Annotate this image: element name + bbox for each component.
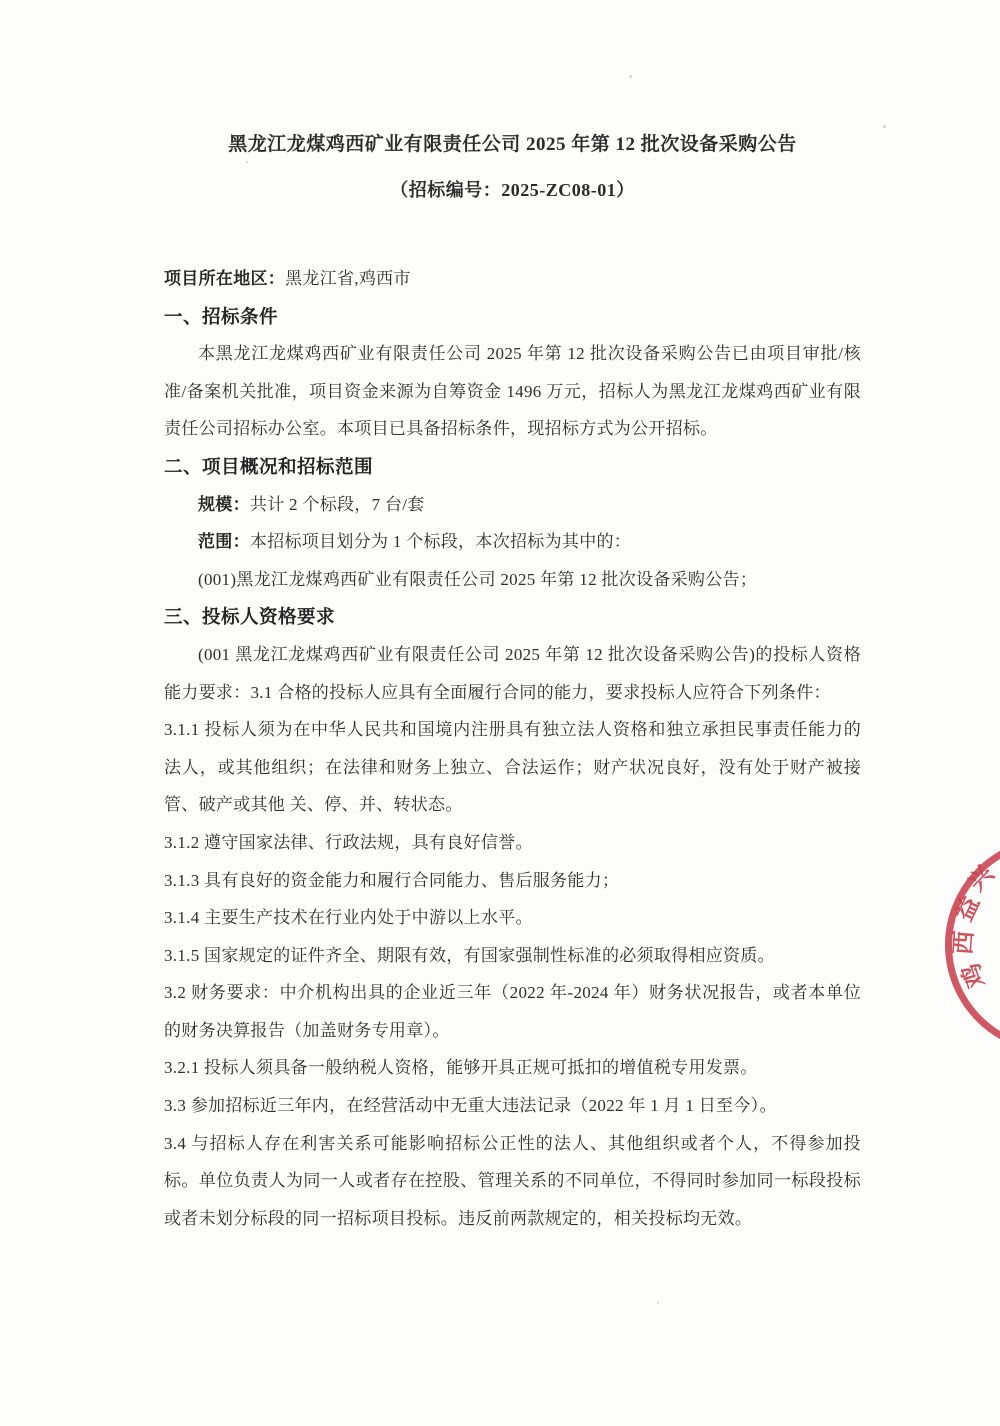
document-content bbox=[164, 131, 861, 1237]
scope-label: 范围： bbox=[198, 532, 250, 552]
stamp-character: 益 bbox=[950, 892, 986, 926]
requirement-item-3-2: 3.2 财务要求：中介机构出具的企业近三年（2022 年-2024 年）财务状况报告，或者本单位的财务决算报告（加盖财务专用章）。 bbox=[164, 983, 861, 1040]
lot-line: (001)黑龙江龙煤鸡西矿业有限责任公司 2025 年第 12 批次设备采购公告； bbox=[198, 569, 758, 589]
scope-value: 本招标项目划分为 1 个标段，本次招标为其中的： bbox=[249, 532, 632, 552]
scan-artifact-dot bbox=[657, 1302, 659, 1304]
paragraph-tender-conditions: 本黑龙江龙煤鸡西矿业有限责任公司 2025 年第 12 批次设备采购公告已由项目审批/核准/备案机关批准，项目资金来源为自筹资金 1496 万元，招标人为黑龙江龙煤鸡西矿业有限责任公司招标办公室。本项目已具备招标条件，现招标方式为公开招标。 bbox=[164, 344, 861, 439]
requirement-item-3-2-1: 3.2.1 投标人须具备一般纳税人资格，能够开具正规可抵扣的增值税专用发票。 bbox=[164, 1058, 758, 1078]
requirement-item-3-1-1: 3.1.1 投标人须为在中华人民共和国境内注册具有独立法人资格和独立承担民事责任能力的法人，或其他组织；在法律和财务上独立、合法运作；财产状况良好，没有处于财产被接管、破产或其他 关、停、并、转状态。 bbox=[164, 720, 861, 815]
location-line bbox=[164, 260, 861, 298]
requirement-item-3-1-4: 3.1.4 主要生产技术在行业内处于中游以上水平。 bbox=[164, 908, 533, 928]
stamp-character: 鸡 bbox=[957, 959, 991, 992]
document-title: 黑龙江龙煤鸡西矿业有限责任公司 2025 年第 12 批次设备采购公告 bbox=[228, 134, 797, 155]
location-value: 黑龙江省,鸡西市 bbox=[285, 269, 411, 288]
stamp-character: 兴 bbox=[963, 860, 1000, 897]
scale-line bbox=[164, 486, 861, 524]
scan-artifact-dot bbox=[629, 75, 632, 78]
requirement-item-3-1-2: 3.1.2 遵守国家法律、行政法规，具有良好信誉。 bbox=[164, 832, 533, 852]
section-heading-1: 一、招标条件 bbox=[164, 305, 279, 327]
scope-line bbox=[164, 523, 861, 561]
requirement-item-3-1-3: 3.1.3 具有良好的资金能力和履行合同能力、售后服务能力； bbox=[164, 870, 620, 890]
tender-number: （招标编号：2025-ZC08-01） bbox=[390, 180, 635, 200]
scale-label: 规模： bbox=[198, 494, 250, 514]
location-label: 项目所在地区： bbox=[164, 269, 286, 288]
scan-artifact-dot bbox=[883, 125, 886, 128]
stamp-ring-icon bbox=[945, 837, 1000, 1053]
requirement-item-3-4: 3.4 与招标人存在利害关系可能影响招标公正性的法人、其他组织或者个人，不得参加投标。单位负责人为同一人或者存在控股、管理关系的不同单位，不得同时参加同一标段投标或者未划分标段的同一招标项目投标。违反前两款规定的，相关投标均无效。 bbox=[164, 1133, 861, 1228]
scale-value: 共计 2 个标段，7 台/套 bbox=[249, 494, 425, 514]
requirement-item-3-3: 3.3 参加招标近三年内，在经营活动中无重大违法记录（2022 年 1 月 1 日至今）。 bbox=[164, 1096, 777, 1116]
requirement-item-3-1-5: 3.1.5 国家规定的证件齐全、期限有效，有国家强制性标准的必须取得相应资质。 bbox=[164, 945, 775, 965]
paragraph-qualification-intro: (001 黑龙江龙煤鸡西矿业有限责任公司 2025 年第 12 批次设备采购公告)的投标人资格能力要求：3.1 合格的投标人应具有全面履行合同的能力，要求投标人应符合下列条件： bbox=[164, 644, 861, 702]
section-heading-3: 三、投标人资格要求 bbox=[164, 606, 336, 628]
stamp-character: 西 bbox=[949, 929, 979, 956]
scan-artifact-dot bbox=[246, 161, 248, 163]
company-stamp bbox=[945, 837, 1000, 1053]
section-heading-2: 二、项目概况和招标范围 bbox=[164, 455, 374, 477]
